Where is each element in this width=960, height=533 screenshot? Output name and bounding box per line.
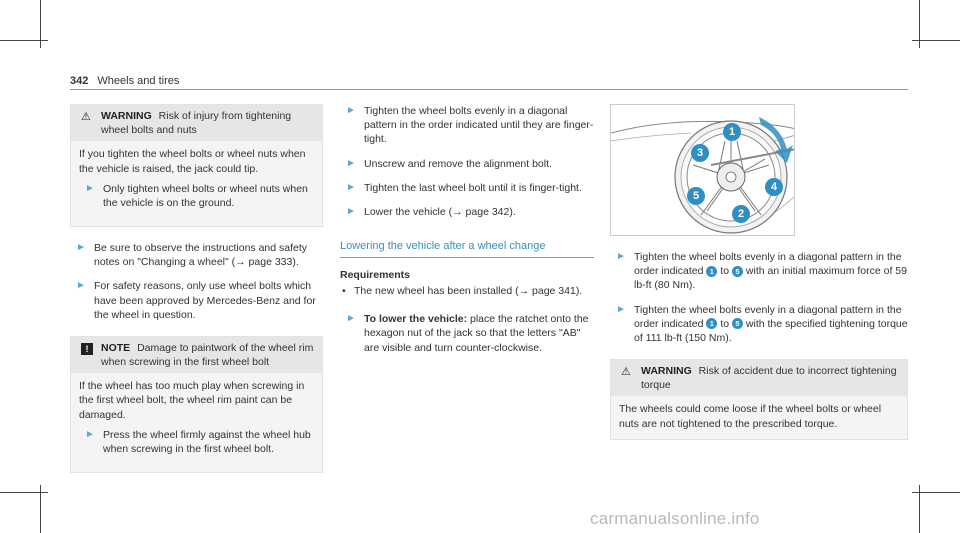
callout-number: 5 bbox=[732, 318, 743, 329]
warning-title: Risk of accident due to incorrect tightening torque bbox=[641, 365, 897, 392]
warning-keyword: WARNING bbox=[641, 365, 692, 378]
step-text: Tighten the wheel bolts evenly in a diagonal pattern in the order indicated until they are finger-tight. bbox=[364, 105, 594, 146]
note-text: If the wheel has too much play when screwing in the first wheel bolt, the wheel rim paint can be damaged. bbox=[79, 380, 305, 421]
requirement-item bbox=[340, 284, 594, 298]
step-arrow-icon: ► bbox=[346, 205, 356, 217]
crop-mark bbox=[0, 40, 48, 41]
callout-number: 1 bbox=[706, 266, 717, 277]
step-arrow-icon: ► bbox=[76, 242, 86, 254]
step-item bbox=[340, 312, 594, 355]
step-item bbox=[340, 157, 594, 171]
crop-mark bbox=[912, 40, 960, 41]
figure-label: 5 bbox=[687, 187, 705, 205]
watermark: carmanualsonline.info bbox=[590, 509, 760, 528]
step-arrow-icon: ► bbox=[85, 428, 95, 440]
step-text: Tighten the wheel bolts evenly in a diagonal pattern in the order indicated bbox=[634, 303, 902, 330]
note-title: Damage to paintwork of the wheel rim when screwing in the first wheel bolt bbox=[101, 341, 314, 369]
step-text: Unscrew and remove the alignment bolt. bbox=[364, 157, 552, 170]
warning-triangle-icon: ⚠ bbox=[81, 111, 91, 123]
step-arrow-icon: ► bbox=[616, 251, 626, 262]
requirements-label: Requirements bbox=[340, 268, 411, 281]
column-3 bbox=[610, 104, 908, 440]
column-2 bbox=[340, 104, 594, 363]
step-arrow-icon: ► bbox=[346, 157, 356, 169]
note-keyword: NOTE bbox=[101, 341, 131, 354]
crop-mark bbox=[912, 492, 960, 493]
step-text: Be sure to observe the instructions and safety notes on "Changing a wheel" (→ page 333). bbox=[94, 242, 308, 269]
figure-label: 2 bbox=[732, 205, 750, 223]
note-body bbox=[71, 373, 322, 472]
bullet-icon: • bbox=[342, 285, 346, 298]
step-item bbox=[340, 205, 594, 219]
warning-body bbox=[611, 396, 907, 438]
step-text: Lower the vehicle (→ page 342). bbox=[364, 205, 516, 218]
warning-title: Risk of injury from tightening wheel bolts and nuts bbox=[101, 110, 292, 137]
callout-number: 5 bbox=[732, 266, 743, 277]
step-arrow-icon: ► bbox=[616, 303, 626, 315]
step-text: with the specified tightening torque of 111 lb-ft (150 Nm). bbox=[634, 317, 908, 344]
wheel-bolt-figure bbox=[610, 104, 795, 236]
crop-mark bbox=[0, 492, 48, 493]
header-rule bbox=[70, 89, 908, 90]
step-arrow-icon: ► bbox=[76, 280, 86, 292]
warning-box bbox=[70, 104, 323, 227]
section-name: Wheels and tires bbox=[97, 75, 180, 87]
warning-text: If you tighten the wheel bolts or wheel nuts when the vehicle is raised, the jack could tip. bbox=[79, 148, 306, 175]
page-number: 342 bbox=[70, 75, 89, 87]
step-item bbox=[79, 182, 314, 210]
step-bold-text: To lower the vehicle: bbox=[364, 313, 468, 326]
step-arrow-icon: ► bbox=[85, 182, 95, 194]
warning-triangle-icon: ⚠ bbox=[621, 366, 631, 379]
requirement-text: The new wheel has been installed (→ page 341). bbox=[354, 285, 583, 298]
step-item bbox=[340, 104, 594, 147]
step-text: Tighten the last wheel bolt until it is finger-tight. bbox=[364, 181, 582, 194]
step-arrow-icon: ► bbox=[346, 313, 356, 325]
section-title: Lowering the vehicle after a wheel change bbox=[340, 239, 594, 258]
note-header bbox=[71, 337, 322, 373]
callout-number: 1 bbox=[706, 318, 717, 329]
step-item bbox=[70, 241, 323, 269]
warning-header bbox=[71, 105, 322, 141]
step-text: Only tighten wheel bolts or wheel nuts when the vehicle is on the ground. bbox=[103, 182, 308, 209]
warning-keyword: WARNING bbox=[101, 110, 152, 122]
warning-text: The wheels could come loose if the wheel bolts or wheel nuts are not tightened to the prescribed torque. bbox=[619, 403, 882, 430]
figure-label: 3 bbox=[691, 144, 709, 162]
step-text: Tighten the wheel bolts evenly in a diagonal pattern in the order indicated bbox=[634, 251, 902, 278]
wheel-illustration bbox=[611, 105, 795, 236]
step-text: Press the wheel firmly against the wheel hub when screwing in the first wheel bolt. bbox=[103, 428, 311, 455]
note-box bbox=[70, 336, 323, 473]
figure-label: 1 bbox=[723, 123, 741, 141]
page-header bbox=[70, 74, 179, 89]
step-item bbox=[79, 428, 314, 456]
step-item bbox=[340, 181, 594, 195]
step-arrow-icon: ► bbox=[346, 181, 356, 193]
step-text: place the ratchet onto the hexagon nut of the jack so that the letters "AB" are visible and turn counter-clockwise. bbox=[364, 313, 589, 354]
warning-box bbox=[610, 359, 908, 440]
note-square-icon: ! bbox=[81, 343, 93, 355]
step-item bbox=[610, 303, 908, 346]
step-item bbox=[610, 250, 908, 293]
step-text: to bbox=[720, 265, 730, 278]
step-text: with an initial maximum force of 59 lb-ft (80 Nm). bbox=[634, 265, 907, 292]
warning-header bbox=[611, 360, 907, 396]
step-arrow-icon: ► bbox=[346, 105, 356, 116]
step-text: to bbox=[720, 317, 730, 330]
warning-body bbox=[71, 141, 322, 226]
figure-label: 4 bbox=[765, 178, 783, 196]
step-text: For safety reasons, only use wheel bolts which have been approved by Mercedes-Benz and for the wheel in question. bbox=[94, 280, 316, 321]
column-1 bbox=[70, 104, 323, 473]
step-item bbox=[70, 279, 323, 322]
